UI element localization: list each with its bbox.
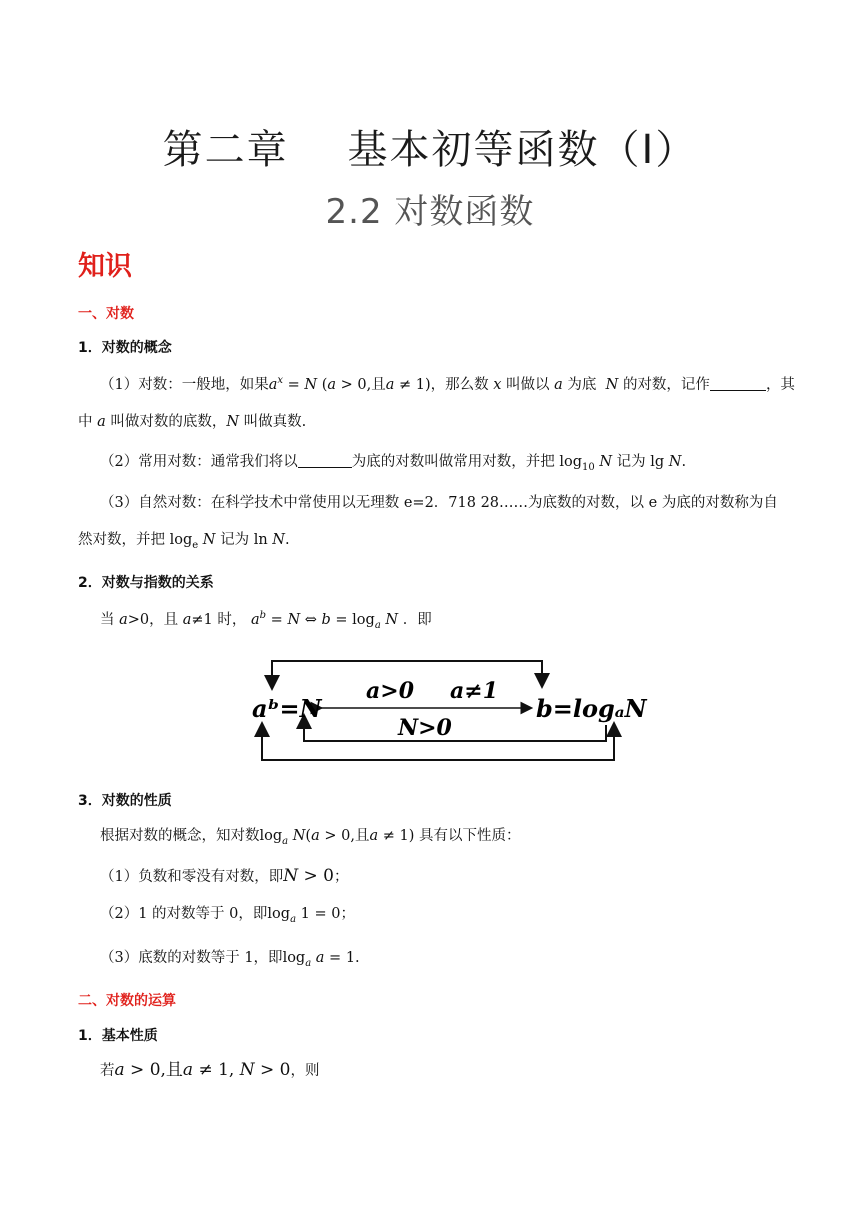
chapter-title: 第二章 基本初等函数（Ⅰ） [162, 127, 698, 173]
ln-formula: ln N. [253, 532, 290, 548]
fill-blank [298, 453, 352, 468]
log10-formula: $\log_{10} N$ [559, 454, 613, 473]
property-intro: 根据对数的概念，知对数$\log_a N(a > 0$,且a ≠ 1) 具有以下性质： [100, 828, 521, 847]
exp-log-relation-diagram [240, 655, 647, 767]
basic-property-condition: a > 0,且a ≠ 1, N > 0 [114, 1060, 291, 1080]
sub2-heading: 2．对数与指数的关系 [78, 575, 214, 591]
lg-formula: lg N. [650, 454, 687, 470]
basic-property-line: 若a > 0,且a ≠ 1, N > 0，则 [100, 1060, 320, 1080]
right-expr: b=logₐN [536, 694, 647, 723]
property-formula: $\log_a N(a > 0$,且a ≠ 1) [259, 828, 415, 847]
sub3-heading: 3．对数的性质 [78, 793, 172, 809]
sub1-heading: 1．对数的概念 [78, 340, 172, 356]
left-expr: aᵇ=N [252, 694, 322, 723]
property-3-formula: $\log_a a = 1$ [282, 950, 356, 969]
def-text: （1）对数：一般地，如果$a^x = N$ (a > 0,且a ≠ 1)，那么数 x 叫做以 a 为底 N 的对数，记作 ，其 [100, 375, 795, 393]
relation-formula: $a^b = N$ ⇔ $b = \log_a N$ [251, 610, 399, 631]
property-1-formula: N > 0 [283, 866, 334, 886]
part1-heading: 一、对数 [78, 306, 134, 322]
property-1: （1）负数和零没有对数，即N > 0； [100, 866, 349, 886]
section-title: 2.2 对数函数 [325, 192, 535, 232]
loge-formula: $\log_e N$ [169, 532, 216, 551]
def-formula: $a^x = N$ (a > 0,且a ≠ 1) [268, 375, 431, 393]
natural-log-line-2: 然对数，并把 $\log_e N$ 记为 ln N. [78, 532, 290, 551]
cond-a-positive: a>0 [366, 678, 414, 704]
cond-n-positive: N>0 [398, 715, 452, 741]
part2-heading: 二、对数的运算 [78, 993, 176, 1009]
natural-log-line-1: （3）自然对数：在科学技术中常使用以无理数 e=2．718 28……为底数的对数，以 e 为底的对数称为自 [100, 495, 778, 511]
property-2: （2）1 的对数等于 0，即$\log_a 1 = 0$； [100, 906, 355, 925]
property-3: （3）底数的对数等于 1，即$\log_a a = 1$. [100, 950, 360, 969]
cond-a-not-one: a≠1 [450, 678, 498, 704]
fill-blank [710, 376, 766, 391]
property-2-formula: $\log_a 1 = 0$ [267, 906, 341, 925]
def-line-1 [100, 375, 795, 395]
common-log-line: （2）常用对数：通常我们将以 为底的对数叫做常用对数，并把 $\log_{10} N$ 记为 lg N. [100, 454, 687, 473]
part2-sub1-heading: 1．基本性质 [78, 1028, 158, 1044]
relation-line: 当 a>0，且 a≠1 时， $a^b = N$ ⇔ $b = \log_a N$ ．即 [100, 610, 432, 631]
knowledge-heading: 知识 [78, 251, 132, 282]
def-line-2: 中 a 叫做对数的底数，N 叫做真数. [78, 414, 307, 430]
